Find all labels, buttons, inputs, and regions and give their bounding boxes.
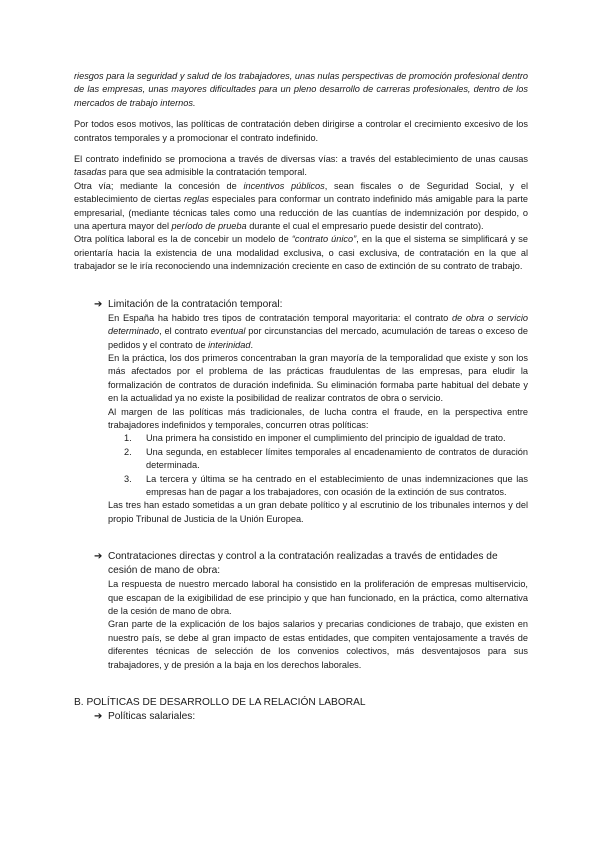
list-item: 1. Una primera ha consistido en imponer el cumplimiento del principio de igualdad de trato. xyxy=(124,433,506,444)
bullet-title: Políticas salariales: xyxy=(108,711,196,723)
bullet-title: Limitación de la contratación temporal: xyxy=(108,298,283,310)
bullet-contrataciones xyxy=(94,550,528,672)
bullet2-paragraph-2: Gran parte de la explicación de los bajos salarios y precarias condiciones de trabajo, que existen en nuestro país, se debe al gran impacto de estas entidades, que compiten ventajosamente a través de diferentes técnicas de selección de los convenios colectivos, más desventajosos para sus trabajadores, y de presión a la baja en los derechos laborales. xyxy=(108,619,528,670)
numbered-list xyxy=(108,432,528,499)
italic-paragraph: riesgos para la seguridad y salud de los trabajadores, unas nulas perspectivas de promoción profesional dentro de las empresas, unas mayores dificultades para un pleno desarrollo de carreras profesionales, dentro de los mercados de trabajo internos. xyxy=(74,71,528,108)
otra-via-paragraph: Otra vía; mediante la concesión de incentivos públicos, sean fiscales o de Seguridad Social, y el establecimiento de ciertas reglas especiales para conformar un contrato indefinido más amigable para la parte empresarial, (mediante técnicas tales como una reducción de las cuantías de indemnización por despido, o una apertura mayor del período de prueba durante el cual el empresario puede desistir del contrato). xyxy=(74,180,529,232)
arrow-icon: ➔ xyxy=(94,711,103,723)
bullet1-paragraph-4: Las tres han estado sometidas a un gran debate político y al escrutinio de los tribunales internos y del propio Tribunal de Justicia de la Unión Europea. xyxy=(108,500,528,524)
bullet-limitacion xyxy=(94,298,528,527)
page-content xyxy=(74,70,528,724)
list-item: 3. La tercera y última se ha centrado en el establecimiento de unas indemnizaciones que las empresas han de pagar a los trabajadores, con ocasión de la extinción de sus contratos. xyxy=(124,473,528,497)
bullet1-paragraph-2: En la práctica, los dos primeros concentraban la gran mayoría de la temporalidad que existe y son los más afectados por el problema de las prácticas fraudulentas de las empresas, para eludir la formalización de contratos de duración indefinida. Su eliminación formaba parte habitual del debate y en la actualidad ya no existe la posibilidad de realizar contratos de obra o servicio. xyxy=(108,352,528,404)
list-item: 2. Una segunda, en establecer límites temporales al encadenamiento de contratos de duración determinada. xyxy=(124,446,528,471)
otra-politica-paragraph: Otra política laboral es la de concebir un modelo de “contrato único”, en la que el sistema se simplificará y se orientaría hacia la existencia de una modalidad exclusiva, o casi exclusiva, de contratación en la que al trabajador se le iría reconociendo una indemnización creciente en caso de extinción de su contrato de trabajo. xyxy=(74,234,528,272)
bullet2-paragraph-1: La respuesta de nuestro mercado laboral ha consistido en la proliferación de empresas multiservicio, que escapan de la exigibilidad de ese principio y que han funcionado, en la práctica, como alternativa de la cesión de mano de obra. xyxy=(108,579,528,616)
indefinido-paragraph: El contrato indefinido se promociona a través de diversas vías: a través del establecimiento de unas causas tasadas para que sea admisible la contratación temporal. xyxy=(74,154,528,178)
bullet1-paragraph-3: Al margen de las políticas más tradicionales, de lucha contra el fraude, en la perspectiva entre trabajadores indefinidos y temporales, concurren otras políticas: xyxy=(108,406,528,430)
motivos-paragraph: Por todos esos motivos, las políticas de contratación deben dirigirse a controlar el crecimiento excesivo de los contratos temporales y a promocionar el contrato indefinido. xyxy=(74,119,528,143)
section-b-title: B. POLÍTICAS DE DESARROLLO DE LA RELACIÓN LABORAL xyxy=(74,697,366,709)
bullet-title: Contrataciones directas y control a la contratación realizadas a través de entidades de cesión de mano de obra: xyxy=(108,551,498,577)
arrow-icon: ➔ xyxy=(94,298,103,310)
bullet1-paragraph-1: En España ha habido tres tipos de contratación temporal mayoritaria: el contrato de obra o servicio determinado, el contrato eventual por circunstancias del mercado, acumulación de tareas o exceso de pedidos y el contrato de interinidad. xyxy=(108,312,528,350)
arrow-icon: ➔ xyxy=(94,551,103,563)
bullet-politicas-salariales xyxy=(94,710,528,724)
